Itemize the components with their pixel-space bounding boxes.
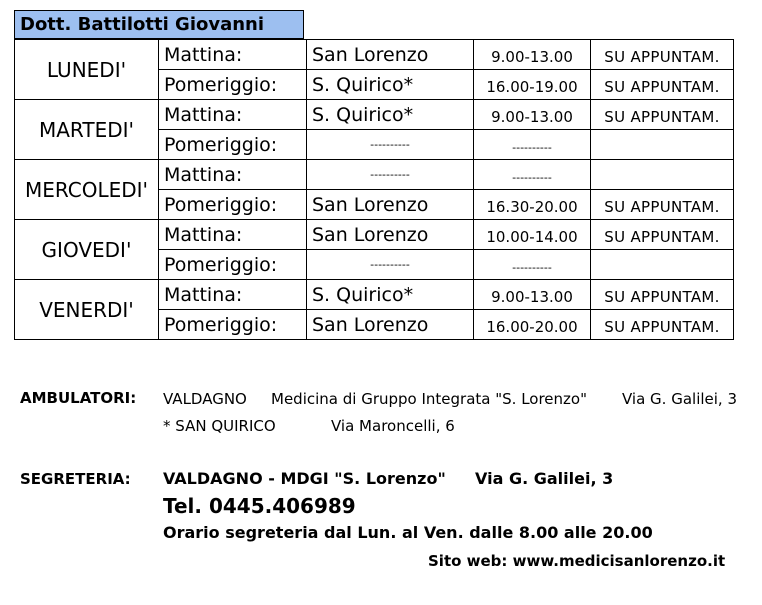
location-cell: ---------- — [307, 130, 474, 160]
hours-cell: 9.00-13.00 — [474, 100, 591, 130]
location-cell: S. Quirico* — [307, 100, 474, 130]
location-cell: San Lorenzo — [307, 220, 474, 250]
appointment-note: SU APPUNTAM. — [591, 220, 734, 250]
appointment-note: SU APPUNTAM. — [591, 40, 734, 70]
day-label: MARTEDI' — [15, 100, 159, 160]
ambulatori-san-quirico: * SAN QUIRICO — [163, 417, 276, 435]
period-label: Pomeriggio: — [159, 250, 307, 280]
period-label: Mattina: — [159, 160, 307, 190]
schedule-row — [15, 160, 734, 190]
hours-cell: ---------- — [474, 160, 591, 190]
schedule-row — [15, 280, 734, 310]
day-label: VENERDI' — [15, 280, 159, 340]
period-label: Pomeriggio: — [159, 310, 307, 340]
day-label: GIOVEDI' — [15, 220, 159, 280]
website-link[interactable]: Sito web: www.medicisanlorenzo.it — [428, 552, 726, 570]
segreteria-hours: Orario segreteria dal Lun. al Ven. dalle 8.00 alle 20.00 — [163, 523, 653, 542]
appointment-note — [591, 160, 734, 190]
schedule-row — [15, 100, 734, 130]
period-label: Pomeriggio: — [159, 190, 307, 220]
period-label: Pomeriggio: — [159, 70, 307, 100]
ambulatori-clinic-name: Medicina di Gruppo Integrata "S. Lorenzo" — [271, 390, 587, 408]
period-label: Mattina: — [159, 220, 307, 250]
weekly-schedule-table — [14, 39, 734, 340]
hours-cell: 16.00-19.00 — [474, 70, 591, 100]
appointment-note: SU APPUNTAM. — [591, 280, 734, 310]
schedule-row — [15, 40, 734, 70]
segreteria-phone: Tel. 0445.406989 — [163, 494, 356, 518]
period-label: Mattina: — [159, 280, 307, 310]
location-cell: S. Quirico* — [307, 70, 474, 100]
schedule-row — [15, 220, 734, 250]
location-cell: San Lorenzo — [307, 40, 474, 70]
day-label: LUNEDI' — [15, 40, 159, 100]
location-cell: ---------- — [307, 160, 474, 190]
hours-cell: 16.00-20.00 — [474, 310, 591, 340]
ambulatori-address: Via G. Galilei, 3 — [622, 390, 738, 408]
segreteria-address: Via G. Galilei, 3 — [475, 469, 614, 488]
appointment-note — [591, 130, 734, 160]
location-cell: ---------- — [307, 250, 474, 280]
hours-cell: 9.00-13.00 — [474, 40, 591, 70]
doctor-name: Dott. Battilotti Giovanni — [14, 10, 304, 39]
appointment-note: SU APPUNTAM. — [591, 310, 734, 340]
day-label: MERCOLEDI' — [15, 160, 159, 220]
appointment-note — [591, 250, 734, 280]
hours-cell: ---------- — [474, 250, 591, 280]
appointment-note: SU APPUNTAM. — [591, 100, 734, 130]
ambulatori-label: AMBULATORI: — [20, 389, 137, 407]
location-cell: San Lorenzo — [307, 190, 474, 220]
hours-cell: 16.30-20.00 — [474, 190, 591, 220]
period-label: Pomeriggio: — [159, 130, 307, 160]
period-label: Mattina: — [159, 40, 307, 70]
hours-cell: 9.00-13.00 — [474, 280, 591, 310]
hours-cell: 10.00-14.00 — [474, 220, 591, 250]
segreteria-office: VALDAGNO - MDGI "S. Lorenzo" — [163, 469, 446, 488]
location-cell: San Lorenzo — [307, 310, 474, 340]
location-cell: S. Quirico* — [307, 280, 474, 310]
appointment-note: SU APPUNTAM. — [591, 70, 734, 100]
hours-cell: ---------- — [474, 130, 591, 160]
appointment-note: SU APPUNTAM. — [591, 190, 734, 220]
ambulatori-san-quirico-address: Via Maroncelli, 6 — [331, 417, 455, 435]
period-label: Mattina: — [159, 100, 307, 130]
ambulatori-city: VALDAGNO — [163, 390, 247, 408]
segreteria-label: SEGRETERIA: — [20, 470, 131, 488]
